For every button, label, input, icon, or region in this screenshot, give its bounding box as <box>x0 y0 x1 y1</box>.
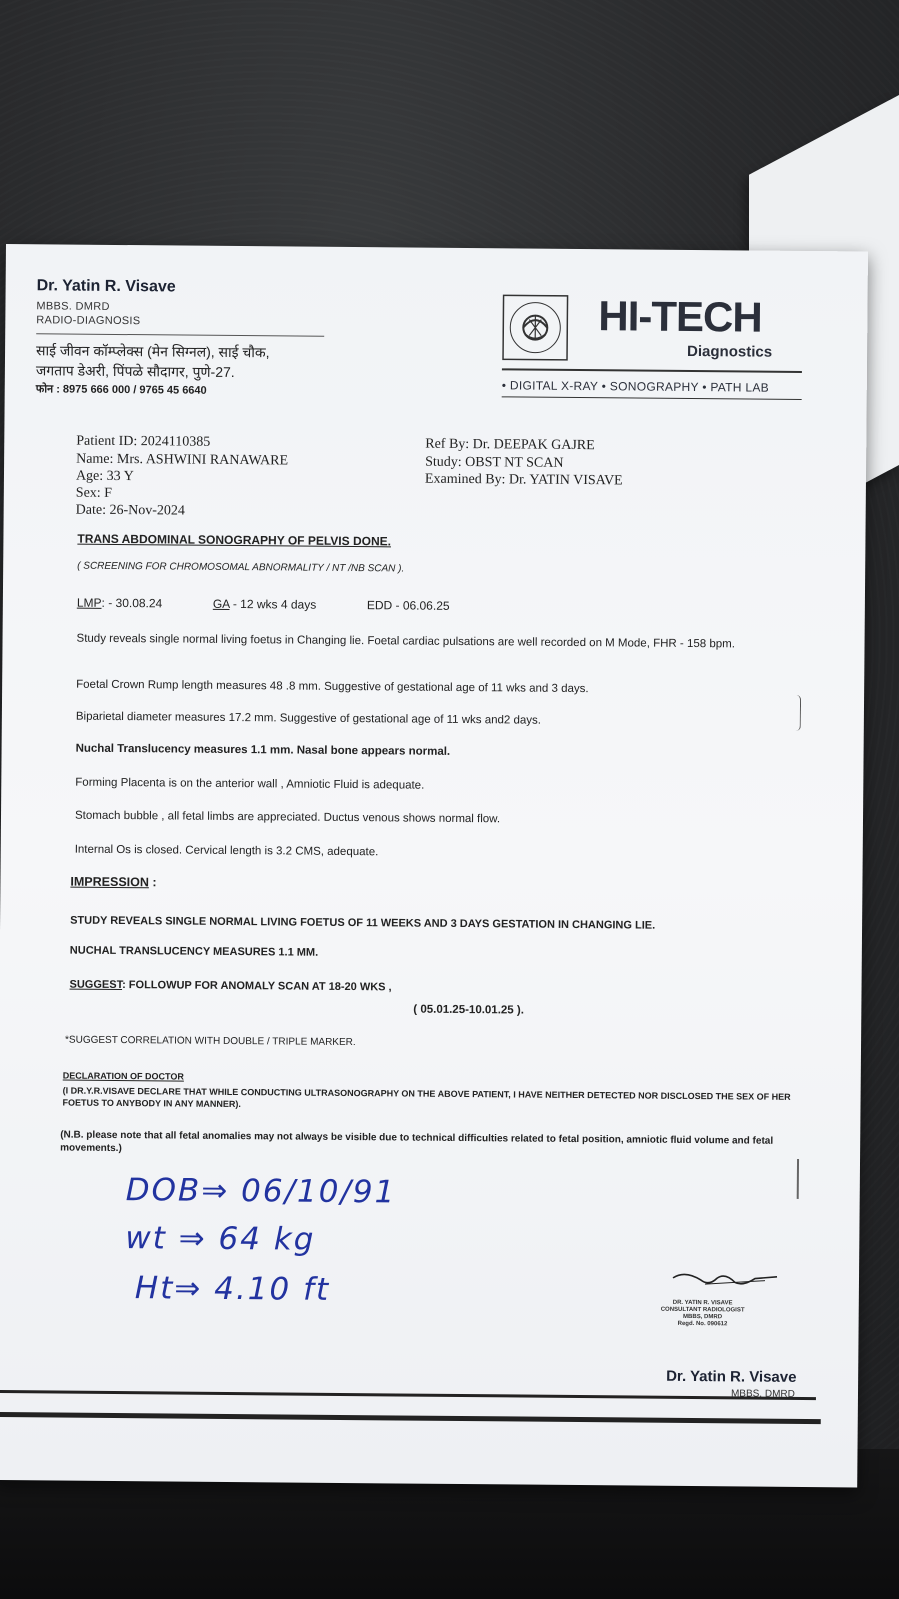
patient-age: Age: 33 Y <box>75 468 134 485</box>
logo-divider-bottom <box>502 396 802 400</box>
suggest-text: : FOLLOWUP FOR ANOMALY SCAN AT 18-20 WKS , <box>122 979 392 994</box>
correlation-note: *SUGGEST CORRELATION WITH DOUBLE / TRIPLE MARKER. <box>65 1034 356 1049</box>
patient-name: Name: Mrs. ASHWINI RANAWARE <box>76 451 289 469</box>
handwritten-weight: wt ⇒ 64 kg <box>125 1220 316 1258</box>
finding-crl: Foetal Crown Rump length measures 48 .8 mm. Suggestive of gestational age of 11 wks and 3 days. <box>76 678 589 696</box>
nb-note: (N.B. please note that all fetal anomalies may not always be visible due to technical difficulties related to fetal position, amniotic fluid volume and fetal movements.) <box>60 1129 774 1155</box>
stamp-line2: CONSULTANT RADIOLOGIST <box>660 1306 745 1314</box>
letterhead-divider <box>36 333 324 337</box>
signature-icon <box>665 1260 785 1301</box>
finding-cervix: Internal Os is closed. Cervical length is 3.2 CMS, adequate. <box>74 843 379 859</box>
finding-viability: Study reveals single normal living foetus in Changing lie. Foetal cardiac pulsations are well recorded on M Mode, FHR - 158 bpm. <box>76 632 735 651</box>
logo-divider-top <box>502 368 802 373</box>
impression-label: IMPRESSION <box>70 874 149 890</box>
finding-bpd: Biparietal diameter measures 17.2 mm. Suggestive of gestational age of 11 wks and2 days. <box>75 710 542 727</box>
handwritten-height: Ht⇒ 4.10 ft <box>134 1270 331 1308</box>
footer-rule-thick <box>0 1412 821 1424</box>
patient-id: Patient ID: 2024110385 <box>76 433 211 450</box>
suggest-dates: ( 05.01.25-10.01.25 ). <box>413 1003 524 1017</box>
report-sheet <box>0 244 868 1487</box>
stamp-line1: DR. YATIN R. VISAVE <box>672 1299 733 1307</box>
footer-doctor-name: Dr. Yatin R. Visave <box>666 1367 797 1386</box>
report-title: TRANS ABDOMINAL SONOGRAPHY OF PELVIS DONE. <box>77 531 392 549</box>
ga-label: GA <box>212 596 230 611</box>
report-subtitle: ( SCREENING FOR CHROMOSOMAL ABNORMALITY / NT /NB SCAN ). <box>77 560 405 575</box>
letterhead-phone: फोन : 8975 666 000 / 9765 45 6640 <box>35 383 207 397</box>
impression-heading <box>70 875 156 890</box>
footer-rule-thin <box>0 1390 816 1400</box>
lmp-value: : - 30.08.24 <box>101 595 163 611</box>
logo-services: • DIGITAL X-RAY • SONOGRAPHY • PATH LAB <box>501 378 770 395</box>
margin-bracket-mark <box>794 695 801 731</box>
finding-nuchal: Nuchal Translucency measures 1.1 mm. Nasal bone appears normal. <box>75 742 451 758</box>
footer-qualification: MBBS. DMRD <box>730 1388 795 1400</box>
letterhead-specialty: RADIO-DIAGNOSIS <box>36 314 141 328</box>
letterhead-doctor-name: Dr. Yatin R. Visave <box>36 277 176 296</box>
handwritten-dob: DOB⇒ 06/10/91 <box>125 1172 397 1211</box>
impression-line2: NUCHAL TRANSLUCENCY MEASURES 1.1 MM. <box>69 944 319 959</box>
ga-line <box>213 597 317 612</box>
hitech-emblem-icon <box>502 294 569 361</box>
ga-value: - 12 wks 4 days <box>229 596 317 612</box>
study-type: Study: OBST NT SCAN <box>425 454 564 471</box>
impression-line1: STUDY REVEALS SINGLE NORMAL LIVING FOETUS OF 11 WEEKS AND 3 DAYS GESTATION IN CHANGING LIE. <box>70 914 656 932</box>
patient-sex: Sex: F <box>75 485 113 501</box>
stamp-line3: MBBS, DMRD <box>683 1313 723 1321</box>
stamp-line4: Regd. No. 090612 <box>677 1320 728 1328</box>
logo-subtitle: Diagnostics <box>687 342 773 361</box>
finding-placenta: Forming Placenta is on the anterior wall , Amniotic Fluid is adequate. <box>75 776 425 792</box>
margin-line-mark <box>797 1159 799 1199</box>
finding-stomach: Stomach bubble , all fetal limbs are appreciated. Ductus venous shows normal flow. <box>74 809 501 826</box>
letterhead-address-line1: साई जीवन कॉम्प्लेक्स (मेन सिग्नल), साई चौक, <box>36 342 270 361</box>
edd-line: EDD - 06.06.25 <box>366 598 450 613</box>
referred-by: Ref By: Dr. DEEPAK GAJRE <box>425 436 595 454</box>
declaration-heading: DECLARATION OF DOCTOR <box>62 1070 184 1082</box>
examined-by: Examined By: Dr. YATIN VISAVE <box>424 471 623 489</box>
lmp-label: LMP <box>76 595 102 610</box>
lmp-line <box>77 596 163 611</box>
impression-colon: : <box>148 875 157 890</box>
suggest-line <box>69 979 391 994</box>
declaration-text: (I DR.Y.R.VISAVE DECLARE THAT WHILE CONDUCTING ULTRASONOGRAPHY ON THE ABOVE PATIENT, I HAVE NEITHER DETECTED NOR DISCLOSED THE SEX OF HER FOETUS TO ANYBODY IN ANY MANNER). <box>62 1085 791 1110</box>
logo-brand: HI-TECH <box>598 292 762 341</box>
suggest-label: SUGGEST <box>69 978 123 992</box>
letterhead-qualification: MBBS. DMRD <box>36 300 110 313</box>
report-date: Date: 26-Nov-2024 <box>75 502 186 519</box>
doctor-stamp <box>661 1300 745 1329</box>
letterhead-address-line2: जगताप डेअरी, पिंपळे सौदागर, पुणे-27. <box>35 362 235 381</box>
